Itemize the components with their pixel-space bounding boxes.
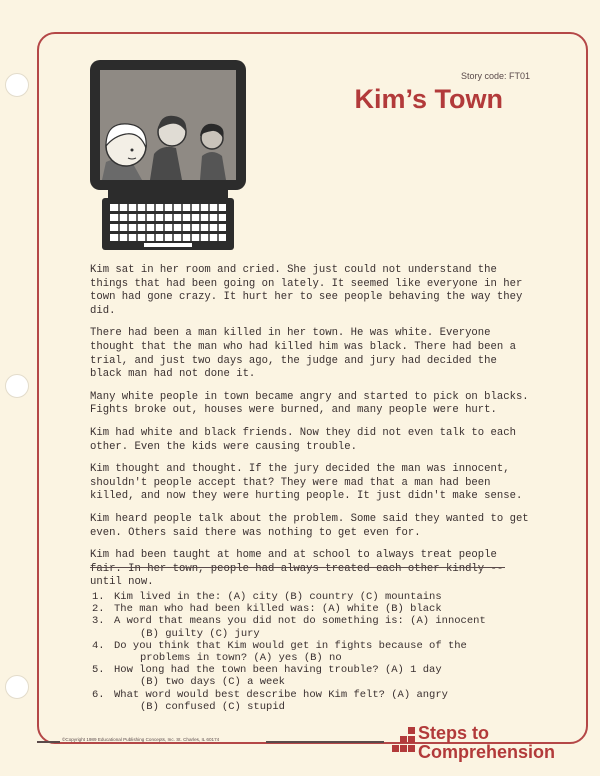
question-item — [92, 689, 512, 701]
question-item — [92, 591, 512, 603]
question-options: (B) two days (C) a week — [140, 676, 285, 689]
binder-hole-middle — [5, 374, 29, 398]
question-number: 1. — [92, 591, 105, 603]
story-paragraph: There had been a man killed in her town. He was white. Everyone thought that the man who had killed him was black. There had been a trial, and just two days ago, the judge and jury had decided the black man had not done it. — [90, 327, 516, 381]
binder-hole-bottom — [5, 675, 29, 699]
laptop-illustration — [88, 58, 248, 254]
question-text: The man who had been killed was: (A) white (B) black — [114, 603, 442, 616]
question-number: 2. — [92, 603, 105, 616]
question-text: What word would best describe how Kim felt? (A) angry — [114, 688, 448, 701]
story-paragraph: Kim heard people talk about the problem. Some said they wanted to get even. Others said there was nothing to get even for. — [90, 512, 529, 539]
question-text: How long had the town been having trouble? (A) 1 day — [114, 664, 442, 677]
question-text: Kim lived in the: (A) city (B) country (C) mountains — [114, 591, 442, 603]
question-item — [92, 664, 512, 676]
question-number: 6. — [92, 688, 105, 701]
page-title: Kim’s Town — [354, 84, 503, 114]
copyright-notice: ©Copyright 1989 Educational Publishing Concepts, Inc. St. Charles, IL 60174 — [62, 737, 220, 742]
question-number: 4. — [92, 639, 105, 652]
story-paragraph: Kim had white and black friends. Now they did not even talk to each other. Even the kids were causing trouble. — [90, 426, 516, 453]
question-number: 3. — [92, 615, 105, 628]
question-list — [92, 591, 512, 713]
question-text: Do you think that Kim would get in fights because of the — [114, 639, 467, 652]
question-item — [92, 640, 512, 652]
brand-logo-text — [418, 724, 555, 762]
binder-hole-top — [5, 73, 29, 97]
steps-logo-icon — [392, 727, 416, 753]
brand-line-1: Steps to — [418, 723, 490, 743]
story-text — [90, 264, 530, 599]
question-options: (B) guilty (C) jury — [140, 627, 260, 640]
question-text: A word that means you did not do something is: (A) innocent — [114, 615, 486, 628]
story-code: Story code: FT01 — [460, 71, 530, 81]
story-paragraph: Kim had been taught at home and at school to always treat people fair. In her town, people had always treated each other kindly -- until now. — [90, 549, 504, 589]
story-paragraph: Kim sat in her room and cried. She just could not understand the things that had been going on lately. It seemed like everyone in her town had gone crazy. It hurt her to see people behaving the way they did. — [90, 264, 523, 317]
story-paragraph: Kim thought and thought. If the jury decided the man was innocent, shouldn't people accept that? They were mad that a man had been killed, and now they were hurting people. It just didn't make sense. — [90, 463, 523, 503]
question-item — [92, 615, 512, 627]
question-number: 5. — [92, 664, 105, 677]
question-options: (B) confused (C) stupid — [140, 700, 285, 713]
brand-line-2: Comprehension — [418, 742, 556, 762]
story-paragraph: Many white people in town became angry and started to pick on blacks. Fights broke out, houses were burned, and many people were hurt. — [90, 390, 529, 417]
kids-cartoon-figure — [102, 116, 226, 180]
divider — [90, 567, 505, 568]
footer-rule — [37, 741, 60, 743]
question-options: problems in town? (A) yes (B) no — [140, 652, 342, 665]
question-item — [92, 603, 512, 615]
footer-rule — [266, 741, 384, 743]
